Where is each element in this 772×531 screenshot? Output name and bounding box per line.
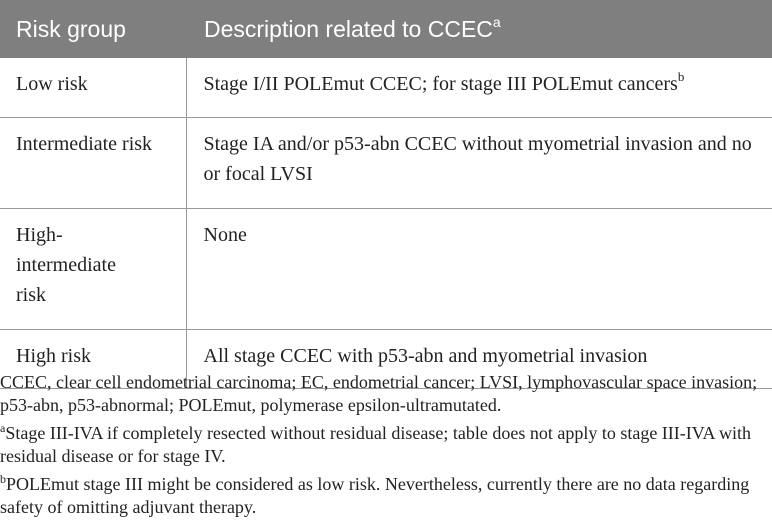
table-header-row [0, 0, 772, 58]
header-description-text: Description related to CCEC [204, 15, 493, 42]
description-cell [186, 58, 772, 118]
footnote-b-marker: b [677, 69, 685, 85]
table-row [0, 118, 772, 209]
footnote-a [0, 422, 770, 468]
description-cell: Stage IA and/or p53-abn CCEC without myometrial invasion and no or focal LVSI [186, 118, 772, 209]
risk-group-cell: High-intermediate risk [0, 209, 186, 330]
risk-group-cell: Low risk [0, 58, 186, 118]
description-cell: None [186, 209, 772, 330]
risk-group-cell: Intermediate risk [0, 118, 186, 209]
table-row [0, 209, 772, 330]
header-description [186, 0, 772, 58]
table-row [0, 58, 772, 118]
footnote-b-label: b [0, 472, 6, 486]
description-text: Stage I/II POLEmut CCEC; for stage III POLEmut cancers [203, 73, 678, 95]
footnote-b [0, 473, 770, 519]
footnote-b-text: POLEmut stage III might be considered as low risk. Nevertheless, currently there are no data regarding safety of omitting adjuvant therapy. [0, 474, 750, 517]
risk-group-cell: High risk [0, 330, 186, 389]
footnote-a-text: Stage III-IVA if completely resected without residual disease; table does not apply to stage III-IVA with residual disease or for stage IV. [0, 423, 751, 466]
header-risk-group: Risk group [0, 0, 186, 58]
abbreviations-note: CCEC, clear cell endometrial carcinoma; EC, endometrial cancer; LVSI, lymphovascular space invasion; p53-abn, p53-abnormal; POLEmut, polymerase epsilon-ultramutated. [0, 372, 758, 415]
table-footnotes [0, 371, 770, 524]
footnote-a-label: a [0, 421, 6, 435]
description-cell: All stage CCEC with p53-abn and myometrial invasion [186, 330, 772, 389]
footnote-a-marker: a [492, 13, 501, 30]
